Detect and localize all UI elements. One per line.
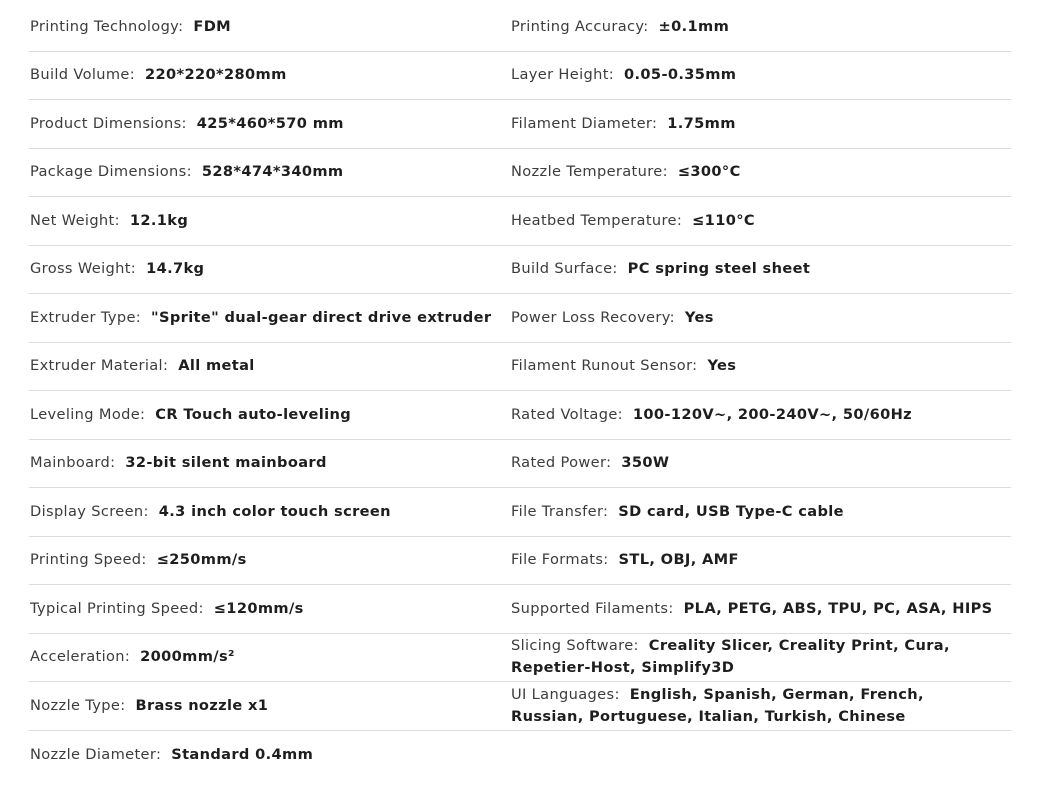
spec-label: Extruder Type: [30, 308, 142, 326]
spec-row [29, 52, 1011, 101]
spec-label: File Transfer: [511, 502, 609, 520]
spec-item [30, 501, 391, 523]
spec-label: Printing Accuracy: [511, 17, 649, 35]
spec-cell-left [29, 197, 511, 245]
spec-label: UI Languages: [511, 685, 620, 703]
spec-row [29, 585, 1011, 634]
spec-label: Display Screen: [30, 502, 149, 520]
spec-item [30, 695, 268, 717]
spec-cell-left [29, 440, 511, 488]
spec-cell-right [511, 537, 1011, 585]
spec-item [511, 307, 714, 329]
spec-value: 425*460*570 mm [196, 114, 344, 132]
spec-cell-left [29, 52, 511, 100]
spec-value: 2000mm/s² [140, 648, 235, 666]
spec-value: 100-120V~, 200-240V~, 50/60Hz [632, 405, 912, 423]
spec-cell-right [511, 585, 1011, 633]
spec-row [29, 343, 1011, 392]
spec-cell-left [29, 246, 511, 294]
spec-cell-left [29, 391, 511, 439]
spec-row [29, 391, 1011, 440]
spec-label: Supported Filaments: [511, 599, 674, 617]
spec-item [511, 113, 736, 135]
spec-item [30, 404, 351, 426]
spec-value: PLA, PETG, ABS, TPU, PC, ASA, HIPS [683, 599, 993, 617]
spec-row [29, 488, 1011, 537]
spec-cell-left [29, 149, 511, 197]
spec-cell-left [29, 634, 511, 682]
spec-value: Yes [707, 357, 737, 375]
spec-cell-right [511, 391, 1011, 439]
spec-cell-right [511, 197, 1011, 245]
spec-label: Mainboard: [30, 454, 116, 472]
spec-item [511, 452, 669, 474]
spec-value: STL, OBJ, AMF [618, 551, 739, 569]
spec-label: Slicing Software: [511, 637, 639, 655]
spec-row [29, 634, 1011, 683]
spec-cell-left [29, 682, 511, 730]
spec-value: Yes [684, 308, 714, 326]
spec-item [30, 307, 491, 329]
spec-item [30, 744, 313, 766]
spec-label: Rated Power: [511, 454, 612, 472]
spec-label: Nozzle Temperature: [511, 163, 668, 181]
spec-value: Creality Slicer, Creality Print, Cura, Repetier-Host, Simplify3D [511, 637, 950, 677]
spec-cell-right [511, 100, 1011, 148]
spec-label: Product Dimensions: [30, 114, 187, 132]
spec-label: Gross Weight: [30, 260, 137, 278]
spec-item [511, 64, 736, 86]
spec-value: Brass nozzle x1 [135, 696, 269, 714]
spec-value: FDM [193, 17, 232, 35]
spec-label: Nozzle Type: [30, 696, 126, 714]
spec-item [30, 355, 255, 377]
spec-item [30, 258, 204, 280]
spec-label: Typical Printing Speed: [30, 599, 204, 617]
spec-item [511, 161, 741, 183]
spec-value: 4.3 inch color touch screen [158, 502, 391, 520]
spec-label: Power Loss Recovery: [511, 308, 675, 326]
spec-cell-right [511, 52, 1011, 100]
spec-item [511, 210, 755, 232]
spec-item [511, 404, 912, 426]
spec-value: ≤120mm/s [213, 599, 304, 617]
spec-item [30, 161, 343, 183]
spec-label: Build Surface: [511, 260, 618, 278]
spec-label: Filament Runout Sensor: [511, 357, 698, 375]
spec-item [511, 501, 844, 523]
spec-value: 14.7kg [146, 260, 205, 278]
spec-cell-right [511, 3, 1011, 51]
spec-value: 0.05-0.35mm [624, 66, 737, 84]
spec-item [30, 16, 231, 38]
spec-label: Leveling Mode: [30, 405, 146, 423]
spec-cell-left [29, 731, 511, 780]
spec-value: PC spring steel sheet [627, 260, 811, 278]
spec-label: File Formats: [511, 551, 609, 569]
spec-item [511, 355, 736, 377]
spec-row [29, 682, 1011, 731]
specs-table [29, 3, 1011, 779]
spec-cell-right [511, 149, 1011, 197]
spec-label: Build Volume: [30, 66, 136, 84]
spec-row [29, 731, 1011, 780]
spec-value: CR Touch auto-leveling [155, 405, 352, 423]
spec-row [29, 197, 1011, 246]
spec-row [29, 100, 1011, 149]
spec-value: ≤110°C [692, 211, 755, 229]
spec-row [29, 537, 1011, 586]
spec-label: Rated Voltage: [511, 405, 623, 423]
spec-label: Printing Technology: [30, 17, 184, 35]
spec-label: Heatbed Temperature: [511, 211, 683, 229]
spec-item [30, 113, 344, 135]
spec-cell-left [29, 343, 511, 391]
spec-item [511, 258, 810, 280]
spec-value: English, Spanish, German, French, Russian, Portuguese, Italian, Turkish, Chinese [511, 685, 924, 725]
spec-cell-right [511, 343, 1011, 391]
spec-value: All metal [178, 357, 255, 375]
spec-cell-right [511, 731, 1011, 780]
spec-cell-left [29, 100, 511, 148]
spec-cell-right [511, 682, 1011, 730]
spec-cell-left [29, 488, 511, 536]
spec-value: 1.75mm [667, 114, 736, 132]
spec-item [511, 635, 1001, 679]
spec-row [29, 246, 1011, 295]
spec-cell-right [511, 246, 1011, 294]
spec-item [511, 549, 739, 571]
spec-value: 350W [621, 454, 670, 472]
spec-cell-left [29, 585, 511, 633]
spec-value: ≤300°C [677, 163, 741, 181]
spec-item [511, 16, 729, 38]
spec-cell-right [511, 488, 1011, 536]
spec-value: SD card, USB Type-C cable [618, 502, 844, 520]
spec-label: Printing Speed: [30, 551, 147, 569]
spec-cell-right [511, 634, 1011, 682]
spec-cell-left [29, 294, 511, 342]
spec-label: Extruder Material: [30, 357, 169, 375]
spec-item [30, 64, 287, 86]
spec-value: Standard 0.4mm [171, 745, 314, 763]
spec-value: 220*220*280mm [145, 66, 287, 84]
spec-item [30, 646, 235, 668]
spec-item [30, 452, 327, 474]
spec-item [511, 684, 1001, 728]
spec-label: Layer Height: [511, 66, 615, 84]
spec-row [29, 440, 1011, 489]
spec-item [30, 598, 304, 620]
spec-item [30, 549, 247, 571]
spec-cell-left [29, 3, 511, 51]
spec-cell-right [511, 440, 1011, 488]
spec-value: 32-bit silent mainboard [125, 454, 327, 472]
spec-label: Net Weight: [30, 211, 120, 229]
spec-label: Nozzle Diameter: [30, 745, 162, 763]
spec-label: Package Dimensions: [30, 163, 192, 181]
spec-item [511, 598, 993, 620]
spec-value: "Sprite" dual-gear direct drive extruder [151, 308, 492, 326]
spec-value: ±0.1mm [658, 17, 730, 35]
spec-item [30, 210, 188, 232]
spec-row [29, 149, 1011, 198]
spec-label: Filament Diameter: [511, 114, 658, 132]
spec-value: ≤250mm/s [156, 551, 247, 569]
spec-row [29, 294, 1011, 343]
spec-cell-left [29, 537, 511, 585]
spec-value: 12.1kg [129, 211, 189, 229]
spec-label: Acceleration: [30, 648, 131, 666]
spec-row [29, 3, 1011, 52]
spec-cell-right [511, 294, 1011, 342]
spec-value: 528*474*340mm [201, 163, 344, 181]
